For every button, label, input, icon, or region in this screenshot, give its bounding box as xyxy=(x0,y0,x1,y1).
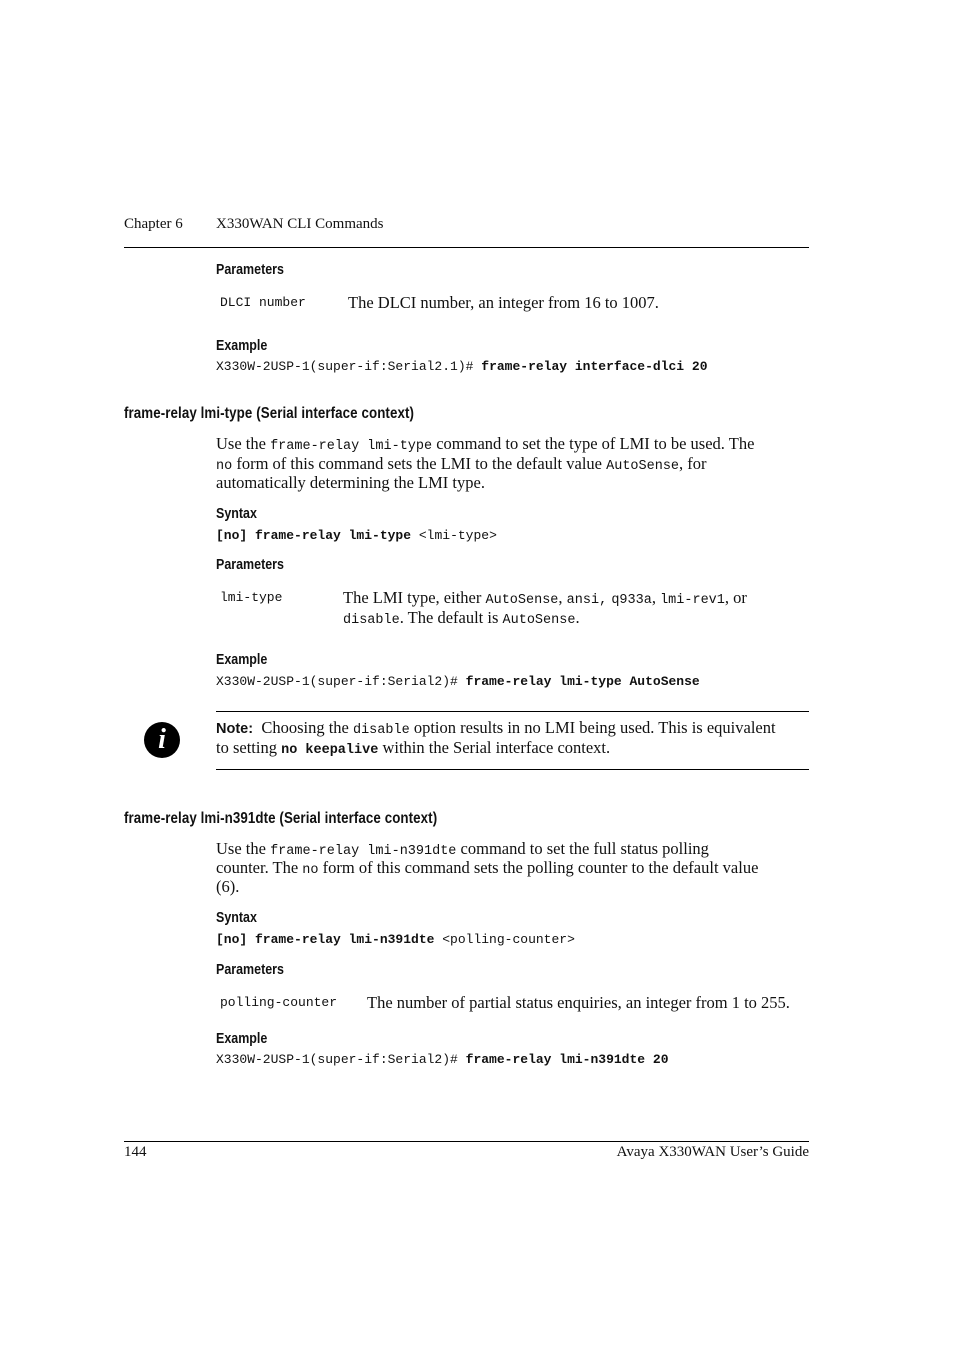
intro-line-2 xyxy=(216,858,758,881)
param-text: , xyxy=(651,588,656,607)
intro-line-3: (6). xyxy=(216,877,240,896)
example-command: frame-relay interface-dlci 20 xyxy=(481,359,708,374)
keyword-no: no xyxy=(216,459,233,474)
intro-text: form of this command sets the LMI to the default value xyxy=(236,454,602,473)
param-name: lmi-type xyxy=(220,590,283,605)
param-text: The LMI type, either xyxy=(343,588,482,607)
command-name: frame-relay lmi-type xyxy=(270,439,433,454)
param-description: The number of partial status enquiries, an integer from 1 to 255. xyxy=(367,993,790,1012)
syntax-keyword: [no] frame-relay lmi-type xyxy=(216,528,412,543)
note-label: Note: xyxy=(216,721,254,737)
note-bottom-rule xyxy=(216,769,809,770)
example-command: frame-relay lmi-n391dte 20 xyxy=(465,1052,669,1067)
parameters-heading: Parameters xyxy=(216,557,284,573)
example-heading: Example xyxy=(216,652,268,668)
value-q933a: q933a xyxy=(611,593,652,608)
syntax-heading: Syntax xyxy=(216,910,257,926)
intro-line-3: automatically determining the LMI type. xyxy=(216,473,485,492)
param-text: , xyxy=(558,588,563,607)
note-text: within the Serial interface context. xyxy=(382,738,611,757)
keyword-no: no xyxy=(302,863,319,878)
note-line-2 xyxy=(216,738,610,761)
syntax-argument: <lmi-type> xyxy=(418,528,497,543)
section-title: frame-relay lmi-type (Serial interface context) xyxy=(124,405,415,422)
example-prompt: X330W-2USP-1(super-if:Serial2.1)# xyxy=(216,359,474,374)
intro-text: Use the xyxy=(216,434,266,453)
example-prompt: X330W-2USP-1(super-if:Serial2)# xyxy=(216,674,458,689)
example-code xyxy=(216,359,708,374)
value-autosense: AutoSense xyxy=(485,593,559,608)
intro-text: counter. The xyxy=(216,858,299,877)
example-heading: Example xyxy=(216,338,268,354)
example-command: frame-relay lmi-type AutoSense xyxy=(465,674,700,689)
param-desc-line-2 xyxy=(343,608,580,631)
param-text: . The default is xyxy=(399,608,499,627)
footer-rule xyxy=(124,1141,809,1142)
guide-title: Avaya X330WAN User’s Guide xyxy=(616,1144,809,1160)
syntax-code xyxy=(216,528,497,543)
syntax-keyword: [no] frame-relay lmi-n391dte xyxy=(216,932,435,947)
note-text: option results in no LMI being used. This is equivalent xyxy=(413,718,776,737)
intro-text: Use the xyxy=(216,839,266,858)
syntax-heading: Syntax xyxy=(216,506,257,522)
syntax-argument: <polling-counter> xyxy=(442,932,575,947)
command-name: frame-relay lmi-n391dte xyxy=(270,844,457,859)
header-title: X330WAN CLI Commands xyxy=(216,216,384,232)
example-code xyxy=(216,674,700,689)
example-prompt: X330W-2USP-1(super-if:Serial2)# xyxy=(216,1052,458,1067)
intro-text: form of this command sets the polling counter to the default value xyxy=(322,858,759,877)
param-text: . xyxy=(575,608,580,627)
parameters-heading: Parameters xyxy=(216,962,284,978)
param-name: DLCI number xyxy=(220,295,306,310)
intro-text: command to set the full status polling xyxy=(460,839,709,858)
parameters-heading: Parameters xyxy=(216,262,284,278)
note-text: to setting xyxy=(216,738,277,757)
param-name: polling-counter xyxy=(220,995,338,1010)
value-lmi-rev1: lmi-rev1 xyxy=(660,593,725,608)
intro-text: command to set the type of LMI to be used. The xyxy=(436,434,755,453)
example-heading: Example xyxy=(216,1031,268,1047)
header-rule xyxy=(124,247,809,248)
example-code xyxy=(216,1052,669,1067)
value-disable: disable xyxy=(352,723,410,738)
value-ansi: ansi, xyxy=(566,593,608,608)
default-value: AutoSense xyxy=(606,459,680,474)
default-value: AutoSense xyxy=(502,613,576,628)
param-text: , or xyxy=(724,588,747,607)
command-no-keepalive: no keepalive xyxy=(281,743,379,758)
syntax-code xyxy=(216,932,575,947)
note-text: Choosing the xyxy=(261,718,349,737)
intro-text: , for xyxy=(679,454,707,473)
value-disable: disable xyxy=(343,613,400,628)
info-icon: i xyxy=(144,722,180,758)
header-chapter: Chapter 6 xyxy=(124,216,183,232)
note-top-rule xyxy=(216,711,809,712)
section-title: frame-relay lmi-n391dte (Serial interface context) xyxy=(124,810,438,827)
page-number: 144 xyxy=(124,1144,147,1160)
param-description: The DLCI number, an integer from 16 to 1007. xyxy=(348,293,659,312)
